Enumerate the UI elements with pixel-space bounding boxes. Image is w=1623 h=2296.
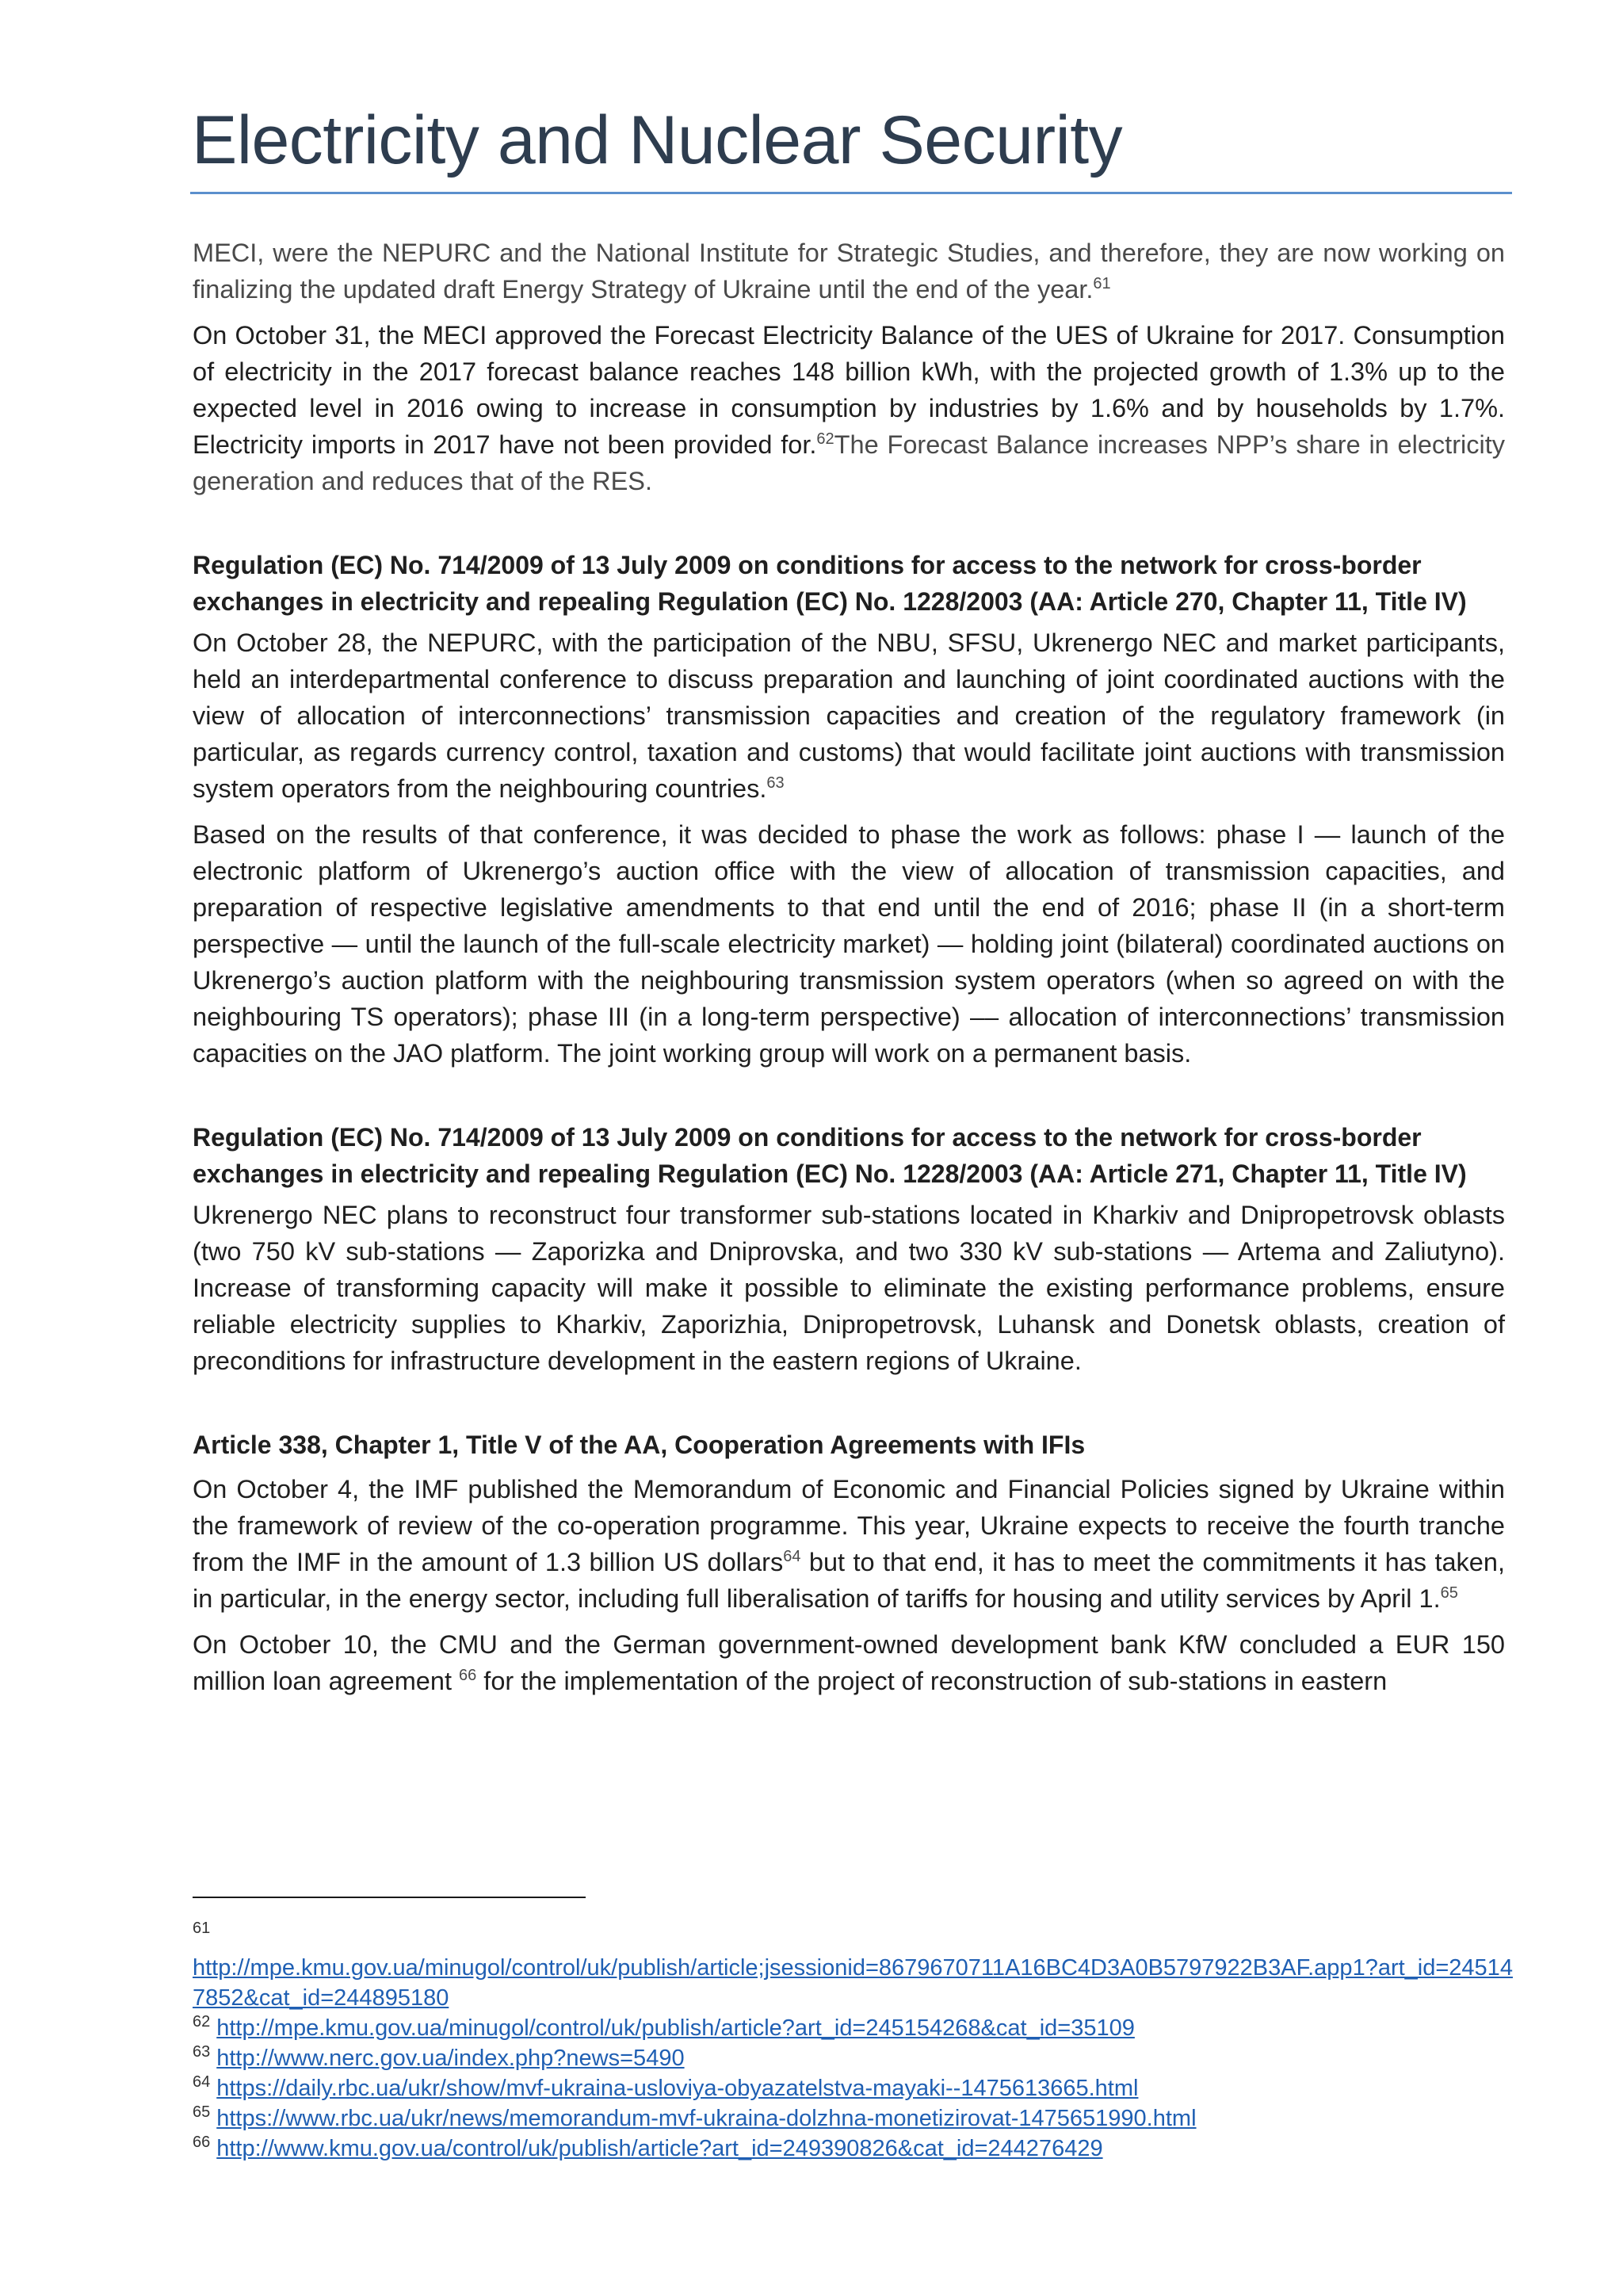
section-3-paragraph-2-text-a: On October 10, the CMU and the German government-owned development bank KfW concluded a EUR 150 million loan agreement <box>193 1630 1505 1695</box>
footnote-66 <box>193 2134 1524 2164</box>
intro-paragraph-1 <box>193 235 1505 308</box>
footnote-62 <box>193 2013 1524 2043</box>
footnote-61 <box>193 1953 1524 2013</box>
footnotes <box>193 1916 1524 2164</box>
footnote-63-link[interactable]: http://www.nerc.gov.ua/index.php?news=5490 <box>216 2046 685 2071</box>
intro-paragraph-2-tail: The Forecast Balance increases NPP’s share in electricity generation and reduces that of the RES. <box>193 430 1505 495</box>
section-1-paragraph-1-text: On October 28, the NEPURC, with the participation of the NBU, SFSU, Ukrenergo NEC and market participants, held an interdepartmental conference to discuss preparation and launching of joint coordinated auctions with the view of allocation of interconnections’ transmission capacities and creation of the regulatory framework (in particular, as regards currency control, taxation and customs) that would facilitate joint auctions with transmission system operators from the neighbouring countries. <box>193 628 1505 803</box>
footnote-63 <box>193 2043 1524 2073</box>
footnote-64-number: 64 <box>193 2073 211 2092</box>
section-2-paragraph-1: Ukrenergo NEC plans to reconstruct four transformer sub-stations located in Kharkiv and Dnipropetrovsk oblasts (two 750 kV sub-stations — Zaporizka and Dniprovska, and two 330 kV sub-stations — Artema and Zaliutyno). Increase of transforming capacity will make it possible to eliminate the existing performance problems, ensure reliable electricity supplies to Kharkiv, Zaporizhia, Dnipropetrovsk, Luhansk and Donetsk oblasts, creation of preconditions for infrastructure development in the eastern regions of Ukraine. <box>193 1201 1505 1375</box>
footnote-ref-64[interactable]: 64 <box>783 1548 801 1566</box>
footnote-65 <box>193 2103 1524 2134</box>
footnote-ref-66[interactable]: 66 <box>459 1667 477 1685</box>
main-content <box>193 235 1505 1699</box>
footnote-ref-63[interactable]: 63 <box>766 774 785 793</box>
intro-paragraph-2-text: On October 31, the MECI approved the Forecast Electricity Balance of the UES of Ukraine for 2017. Consumption of electricity in the 2017 forecast balance reaches 148 billion kWh, with the projected growth of 1.3% up to the expected level in 2016 owing to increase in consumption by industries by 1.6% and by households by 1.7%. Electricity imports in 2017 have not been provided for. <box>193 321 1505 459</box>
section-1-paragraph-1 <box>193 625 1505 807</box>
footnote-61-number: 61 <box>193 1920 211 1937</box>
section-3-paragraph-2 <box>193 1626 1505 1699</box>
footnote-divider <box>193 1897 586 1898</box>
footnote-65-number: 65 <box>193 2103 211 2122</box>
intro-paragraph-2 <box>193 317 1505 499</box>
footnote-62-number: 62 <box>193 2013 211 2031</box>
section-1-paragraph-2: Based on the results of that conference, it was decided to phase the work as follows: phase I — launch of the electronic platform of Ukrenergo’s auction office with the view of allocation of transmission capacities, and preparation of respective legislative amendments to that end until the end of 2016; phase II (in a short-term perspective — until the launch of the full-scale electricity market) — holding joint (bilateral) coordinated auctions on Ukrenergo’s auction platform with the neighbouring transmission system operators (when so agreed on with the neighbouring TS operators); phase III (in a long-term perspective) –– allocation of interconnections’ transmission capacities on the JAO platform. The joint working group will work on a permanent basis. <box>193 820 1505 1068</box>
intro-paragraph-1-text: MECI, were the NEPURC and the National Institute for Strategic Studies, and therefore, they are now working on finalizing the updated draft Energy Strategy of Ukraine until the end of the year. <box>193 239 1505 304</box>
section-heading-article-338: Article 338, Chapter 1, Title V of the AA, Cooperation Agreements with IFIs <box>193 1431 1086 1459</box>
footnote-64-link[interactable]: https://daily.rbc.ua/ukr/show/mvf-ukraina-usloviya-obyazatelstva-mayaki--1475613665.html <box>216 2076 1139 2101</box>
section-heading-article-270: Regulation (EC) No. 714/2009 of 13 July 2009 on conditions for access to the network for cross-border exchanges in electricity and repealing Regulation (EC) No. 1228/2003 (AA: Article 270, Chapter 11, Title IV) <box>193 551 1467 616</box>
section-3-paragraph-2-text-b: for the implementation of the project of reconstruction of sub-stations in eastern <box>476 1667 1388 1695</box>
footnote-65-link[interactable]: https://www.rbc.ua/ukr/news/memorandum-mvf-ukraina-dolzhna-monetizirovat-1475651990.html <box>216 2106 1197 2131</box>
footnote-ref-65[interactable]: 65 <box>1440 1584 1458 1603</box>
footnote-66-link[interactable]: http://www.kmu.gov.ua/control/uk/publish/article?art_id=249390826&cat_id=244276429 <box>216 2136 1103 2161</box>
section-heading-article-271: Regulation (EC) No. 714/2009 of 13 July 2009 on conditions for access to the network for cross-border exchanges in electricity and repealing Regulation (EC) No. 1228/2003 (AA: Article 271, Chapter 11, Title IV) <box>193 1123 1467 1188</box>
section-3-paragraph-1-text-a: On October 4, the IMF published the Memorandum of Economic and Financial Policies signed by Ukraine within the framework of review of the co-operation programme. This year, Ukraine expects to receive the fourth tranche from the IMF in the amount of 1.3 billion US dollars <box>193 1475 1505 1576</box>
footnote-ref-62[interactable]: 62 <box>816 430 834 449</box>
footnote-61-link[interactable]: http://mpe.kmu.gov.ua/minugol/control/uk/publish/article;jsessionid=8679670711A16BC4D3A0B5797922B3AF.app1?art_id=245147852&cat_id=244895180 <box>193 1955 1513 2011</box>
section-3-paragraph-1-text-b: but to that end, it has to meet the commitments it has taken, in particular, in the energy sector, including full liberalisation of tariffs for housing and utility services by April 1. <box>193 1548 1505 1613</box>
footnote-62-link[interactable]: http://mpe.kmu.gov.ua/minugol/control/uk/publish/article?art_id=245154268&cat_id=35109 <box>216 2015 1135 2041</box>
title-divider <box>190 192 1512 194</box>
footnote-64 <box>193 2073 1524 2103</box>
footnote-63-number: 63 <box>193 2043 211 2061</box>
footnote-ref-61[interactable]: 61 <box>1093 275 1111 293</box>
page-title: Electricity and Nuclear Security <box>192 102 1123 178</box>
footnote-66-number: 66 <box>193 2134 211 2152</box>
section-3-paragraph-1 <box>193 1471 1505 1617</box>
